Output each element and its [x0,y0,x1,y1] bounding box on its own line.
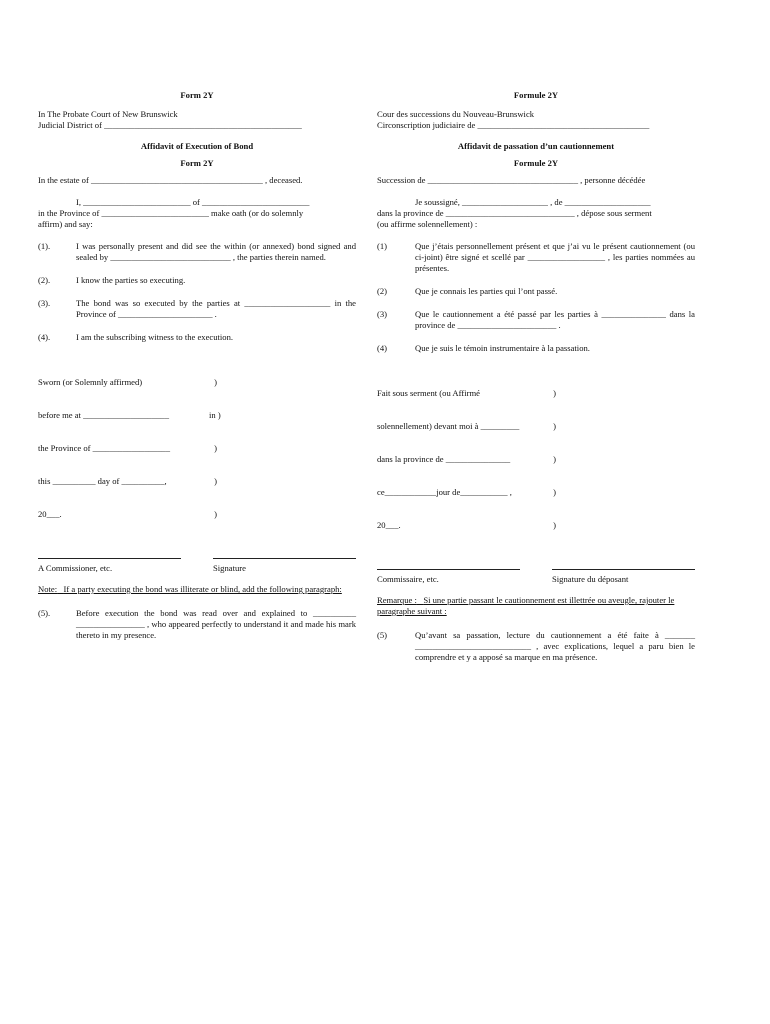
clause-3-fr: (3) Que le cautionnement a été passé par les parties à _______________ dans la province de _______________________ . [377,309,695,330]
form-heading-fr: Formule 2Y [513,90,559,100]
affidavit-title: Affidavit of Execution of Bond [140,141,254,151]
deponent-signature-line-fr: Signature du déposant [552,569,695,585]
oath-line-2: in the Province of _________________________ make oath (or do solemnly [38,208,304,218]
commissioner-signature-line-fr: Commissaire, etc. [377,569,520,585]
oath-line-1-fr: Je soussigné, ____________________ , de ____________________ [415,197,651,207]
oath-line-3: affirm) and say: [38,219,93,229]
commissioner-signature-line: A Commissioner, etc. [38,558,181,574]
french-column [377,90,695,663]
jurat-block-fr: Fait sous serment (ou Affirmé solennellement) devant moi à _________ dans la province de _______________ ce____________jour de___________ , 20___. ) ) ) ) ) [377,388,556,530]
clause-5: (5). Before execution the bond was read over and explained to __________ ________________ , who appeared perfectly to understand it and made his mark thereto in my presence. [38,608,356,640]
judicial-district-fr: Circonscription judiciaire de ________________________________________ [377,120,650,130]
affidavit-title-fr: Affidavit de passation d’un cautionnement [457,141,615,151]
english-column [38,90,356,641]
clause-1-fr: (1) Que j’étais personnellement présent et que j’ai vu le présent cautionnement (ou ci-joint) être signé et scellé par __________________ , les parties nommées au présentes. [377,241,695,273]
jurat-block: Sworn (or Solemnly affirmed) before me at ____________________ the Province of __________________ this __________ day of __________, 20___. ) in ) ) ) ) [38,377,221,519]
oath-line-1: I, _________________________ of _________________________ [76,197,310,207]
court-name-fr: Cour des successions du Nouveau-Brunswick [377,109,535,119]
clause-1: (1). I was personally present and did see the within (or annexed) bond signed and sealed by ____________________________ , the parties therein named. [38,241,356,262]
estate-line-fr: Succession de ___________________________________ , personne décédée [377,175,646,185]
estate-line: In the estate of ________________________________________ , deceased. [38,175,303,185]
deponent-signature-line: Signature [213,558,356,574]
note-fr: Remarque : Si une partie passant le cautionnement est illettrée ou aveugle, rajouter le paragraphe suivant : [377,595,675,616]
judicial-district: Judicial District of ______________________________________________ [38,120,302,130]
clause-4: (4). I am the subscribing witness to the execution. [38,332,234,342]
oath-line-2-fr: dans la province de ______________________________ , dépose sous serment [377,208,652,218]
form-subheading-fr: Formule 2Y [513,158,559,168]
clause-3: (3). The bond was so executed by the parties at ____________________ in the Province of ______________________ . [38,298,356,319]
signature-row [38,558,356,574]
clause-5-fr: (5) Qu’avant sa passation, lecture du cautionnement a été faite à _______ ___________________________ , avec explications, lequel a paru bien le comprendre et y a apposé sa marque en ma présence. [377,630,695,662]
signature-row-fr [377,569,695,585]
clause-4-fr: (4) Que je suis le témoin instrumentaire à la passation. [377,343,590,353]
clause-2: (2). I know the parties so executing. [38,275,186,285]
court-name: In The Probate Court of New Brunswick [38,109,178,119]
oath-line-3-fr: (ou affirme solennellement) : [377,219,478,229]
form-subheading: Form 2Y [180,158,214,168]
clause-2-fr: (2) Que je connais les parties qui l’ont passé. [377,286,558,296]
note: Note: If a party executing the bond was illiterate or blind, add the following paragraph: [38,584,342,594]
form-heading: Form 2Y [180,90,214,100]
